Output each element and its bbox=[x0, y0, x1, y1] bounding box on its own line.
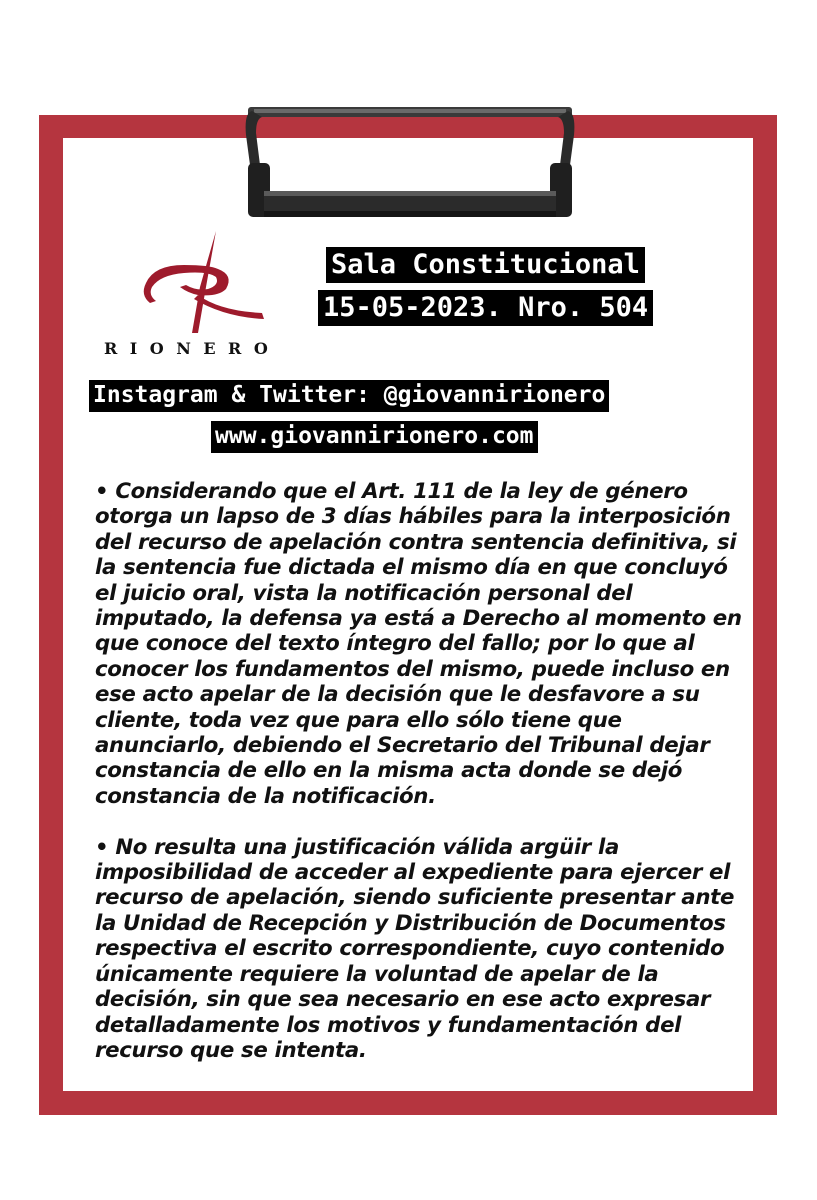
title-line-1: Sala Constitucional bbox=[326, 247, 645, 283]
paragraph-2: • No resulta una justificación válida argüir la imposibilidad de acceder al expediente para ejercer el recurso de apelación, siendo suficiente presentar ante la Unidad de Recepción y Distribución de Documentos respectiva el escrito correspondiente, cuyo contenido únicamente requiere la voluntad de apelar de la decisión, sin que sea necesario en ese acto expresar detalladamente los motivos y fundamentación del recurso que se intenta. bbox=[95, 834, 735, 1063]
social-handles: Instagram & Twitter: @giovannirionero bbox=[89, 380, 609, 412]
clipboard-clip-icon bbox=[244, 105, 576, 223]
stylized-r-monogram-icon bbox=[140, 225, 270, 335]
document-body bbox=[95, 479, 755, 1089]
logo-wordmark: RIONERO bbox=[104, 339, 281, 358]
website-link: www.giovannirionero.com bbox=[211, 421, 538, 453]
title-line-2: 15-05-2023. Nro. 504 bbox=[318, 290, 653, 326]
rionero-logo bbox=[100, 225, 310, 370]
paragraph-1: • Considerando que el Art. 111 de la ley de género otorga un lapso de 3 días hábiles para la interposición del recurso de apelación contra sentencia definitiva, si la sentencia fue dictada el mismo día en que concluyó el juicio oral, vista la notificación personal del imputado, la defensa ya está a Derecho al momento en que conoce del texto íntegro del fallo; por lo que al conocer los fundamentos del mismo, puede incluso en ese acto apelar de la decisión que le desfavore a su cliente, toda vez que para ello sólo tiene que anunciarlo, debiendo el Secretario del Tribunal dejar constancia de ello en la misma acta donde se dejó constancia de la notificación. bbox=[95, 479, 742, 809]
